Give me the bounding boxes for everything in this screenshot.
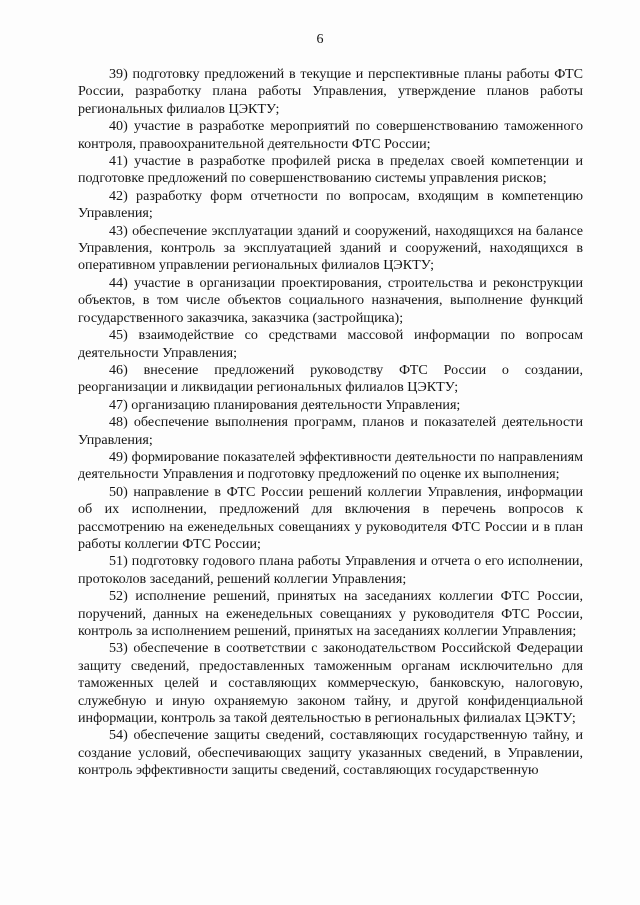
list-item: 47) организацию планирования деятельности Управления; <box>109 396 461 413</box>
list-item: 51) подготовку годового плана работы Управления и отчета о его исполнении, протоколов заседаний, решений коллегии Управления; <box>78 553 583 587</box>
list-item: 46) внесение предложений руководству ФТС России о создании, реорганизации и ликвидации региональных филиалов ЦЭКТУ; <box>78 361 583 396</box>
list-item: 53) обеспечение в соответствии с законодательством Российской Федерации защиту сведений, предоставленных таможенным органам исключительно для таможенных целей и составляющих коммерческую, банковскую, налоговую, служебную и иную охраняемую законом тайну, и другой конфиденциальной информации, контроль за такой деятельностью в региональных филиалах ЦЭКТУ; <box>78 640 583 727</box>
list-item: 41) участие в разработке профилей риска в пределах своей компетенции и подготовке предложений по совершенствованию системы управления рисков; <box>78 153 583 187</box>
document-body <box>78 66 583 780</box>
list-item: 52) исполнение решений, принятых на заседаниях коллегии ФТС России, поручений, данных на еженедельных совещаниях у руководителя ФТС России, контроль за исполнением решений, принятых на заседаниях коллегии Управления; <box>78 588 583 639</box>
list-item: 48) обеспечение выполнения программ, планов и показателей деятельности Управления; <box>78 414 583 448</box>
list-item: 45) взаимодействие со средствами массовой информации по вопросам деятельности Управления; <box>78 327 583 361</box>
list-item: 50) направление в ФТС России решений коллегии Управления, информации об их исполнении, предложений для включения в перечень вопросов к рассмотрению на еженедельных совещаниях у руководителя ФТС России и в план работы коллегии ФТС России; <box>78 483 583 552</box>
list-item: 42) разработку форм отчетности по вопросам, входящим в компетенцию Управления; <box>78 187 583 222</box>
page-number: 6 <box>316 32 324 47</box>
list-item: 43) обеспечение эксплуатации зданий и сооружений, находящихся на балансе Управления, контроль за эксплуатацией зданий и сооружений, находящихся в оперативном управлении региональных филиалов ЦЭКТУ; <box>78 222 583 274</box>
list-item: 44) участие в организации проектирования, строительства и реконструкции объектов, в том числе объектов социального назначения, выполнение функций государственного заказчика, заказчика (застройщика); <box>78 274 583 326</box>
list-item: 49) формирование показателей эффективности деятельности по направлениям деятельности Управления и подготовку предложений по оценке их выполнения; <box>78 448 583 483</box>
list-item: 39) подготовку предложений в текущие и перспективные планы работы ФТС России, разработку плана работы Управления, утверждение планов работы региональных филиалов ЦЭКТУ; <box>78 66 583 117</box>
list-item: 40) участие в разработке мероприятий по совершенствованию таможенного контроля, правоохранительной деятельности ФТС России; <box>78 118 583 152</box>
list-item: 54) обеспечение защиты сведений, составляющих государственную тайну, и создание условий, обеспечивающих защиту указанных сведений, в Управлении, контроль эффективности защиты сведений, составляющих государственную <box>78 727 583 779</box>
